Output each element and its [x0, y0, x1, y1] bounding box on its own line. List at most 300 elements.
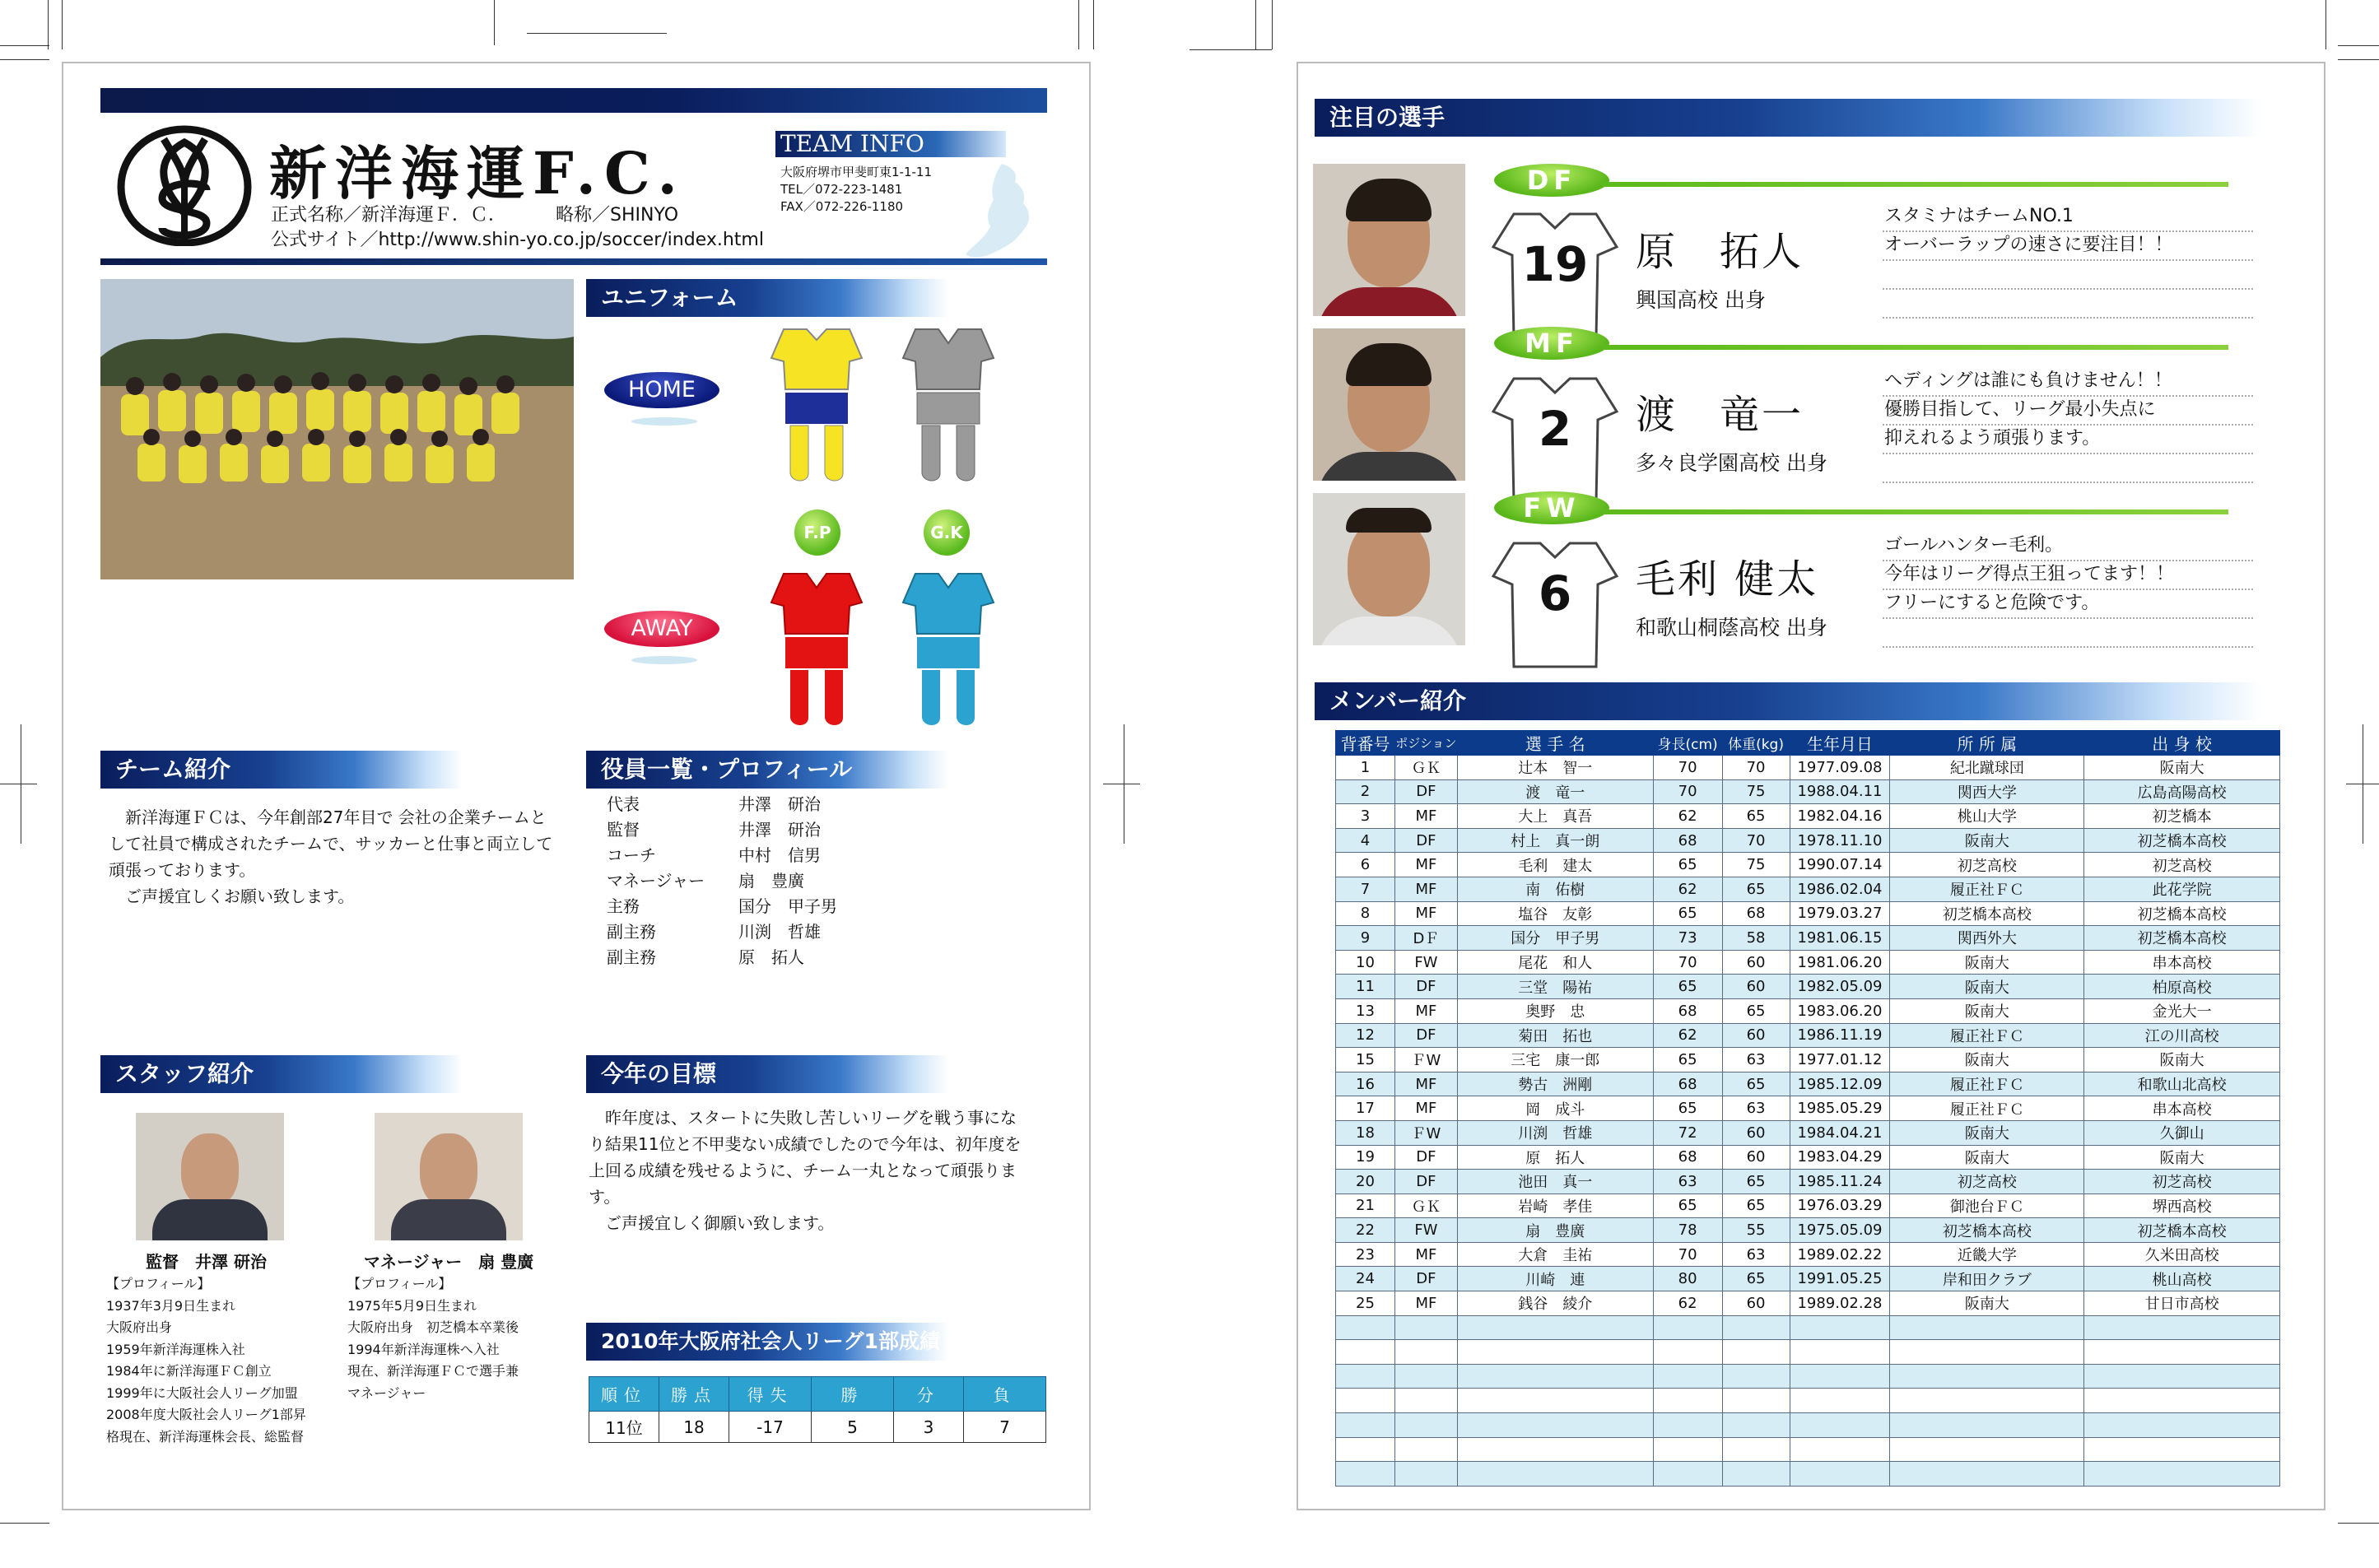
table-cell [2084, 1315, 2280, 1340]
table-row [1336, 975, 2280, 999]
goal-line: 上回る成績を残せるように、チーム一丸となって頑張りま [589, 1161, 1017, 1180]
results-cell: 7 [964, 1412, 1046, 1443]
coach-face [181, 1133, 239, 1207]
members-header-row [1336, 731, 2280, 756]
table-cell [1890, 1462, 2084, 1487]
table-cell: 南 佑樹 [1457, 877, 1653, 901]
goal-text [589, 1105, 1050, 1236]
table-cell: 63 [1653, 1170, 1722, 1194]
table-cell [2084, 1364, 2280, 1389]
table-cell: 6 [1336, 853, 1395, 877]
table-row [1336, 853, 2280, 877]
table-cell [1457, 1389, 1653, 1413]
table-cell [1336, 1340, 1395, 1365]
table-cell: 大上 真吾 [1457, 804, 1653, 829]
table-cell [1790, 1437, 1890, 1462]
table-cell: 阪南大 [1890, 1048, 2084, 1072]
table-cell: 63 [1722, 1242, 1790, 1267]
table-cell: 大倉 圭祐 [1457, 1242, 1653, 1267]
table-cell [1336, 1315, 1395, 1340]
table-cell [1653, 1340, 1722, 1365]
table-row [1336, 1413, 2280, 1438]
results-cell: 5 [812, 1412, 894, 1443]
bio-line: 1959年新洋海運株入社 [106, 1341, 245, 1357]
table-cell: 65 [1653, 1048, 1722, 1072]
table-cell: 阪南大 [1890, 1120, 2084, 1145]
featured-school: 和歌山桐蔭高校 出身 [1636, 616, 1827, 640]
results-header: 勝点 [659, 1377, 729, 1412]
officer-name: 井澤 研治 [738, 794, 821, 814]
table-cell: 1984.04.21 [1790, 1120, 1890, 1145]
table-row [1336, 950, 2280, 975]
featured-rule [1603, 182, 2228, 187]
jersey-number: 2 [1538, 401, 1572, 457]
table-cell: 70 [1653, 779, 1722, 804]
officer-row [607, 919, 837, 945]
table-cell [1457, 1315, 1653, 1340]
table-cell: 桃山高校 [2084, 1267, 2280, 1291]
table-cell: 奥野 忠 [1457, 998, 1653, 1023]
table-cell [1790, 1340, 1890, 1365]
goal-heading: 今年の目標 [586, 1055, 948, 1093]
table-row [1336, 901, 2280, 926]
team-title: 新洋海運F.C. [269, 139, 686, 207]
table-cell: 68 [1653, 998, 1722, 1023]
officer-row [607, 843, 837, 868]
table-cell [1336, 1389, 1395, 1413]
table-cell [1722, 1340, 1790, 1365]
table-cell: DF [1394, 1170, 1457, 1194]
results-cell: 18 [659, 1412, 729, 1443]
table-cell: 初芝橋本高校 [1890, 901, 2084, 926]
note-text: フリーにすると危険です。 [1884, 593, 2100, 613]
table-cell: 初芝橋本高校 [2084, 1218, 2280, 1243]
table-cell: 御池台ＦＣ [1890, 1193, 2084, 1218]
table-cell: 岡 成斗 [1457, 1096, 1653, 1121]
table-cell [1394, 1389, 1457, 1413]
table-row [1336, 1437, 2280, 1462]
photo-shirt [1317, 616, 1461, 645]
table-cell: 勢古 洲剛 [1457, 1072, 1653, 1096]
table-cell: FW [1394, 950, 1457, 975]
table-cell: ＦW [1394, 1120, 1457, 1145]
featured-name: 渡 竜一 [1636, 392, 1804, 438]
table-cell [1653, 1413, 1722, 1438]
table-row [1336, 998, 2280, 1023]
results-value-row [589, 1412, 1046, 1443]
table-row [1336, 1364, 2280, 1389]
table-cell: 65 [1653, 901, 1722, 926]
website-link[interactable]: 公式サイト／http://www.shin-yo.co.jp/soccer/index.html [271, 230, 764, 250]
table-cell: DF [1394, 975, 1457, 999]
table-cell: 阪南大 [1890, 828, 2084, 853]
table-cell: 1985.12.09 [1790, 1072, 1890, 1096]
table-cell: 阪南大 [2084, 1145, 2280, 1170]
table-cell [1890, 1413, 2084, 1438]
staff-heading: スタッフ紹介 [100, 1055, 463, 1093]
note-line [1883, 290, 2253, 319]
goal-line: り結果11位と不甲斐ない成績でしたので今年は、初年度を [589, 1134, 1022, 1154]
table-cell [2084, 1437, 2280, 1462]
table-cell: 70 [1722, 756, 1790, 780]
results-cell: 11位 [589, 1412, 659, 1443]
gk-tag: G.K [924, 509, 970, 556]
table-cell [1653, 1389, 1722, 1413]
table-cell: 17 [1336, 1096, 1395, 1121]
table-cell: 三宅 康一郎 [1457, 1048, 1653, 1072]
col-header: 所 所 属 [1890, 731, 2084, 756]
table-cell: 阪南大 [1890, 950, 2084, 975]
table-cell: 阪南大 [2084, 1048, 2280, 1072]
table-cell: 20 [1336, 1170, 1395, 1194]
table-cell: MF [1394, 804, 1457, 829]
table-cell: 68 [1653, 1072, 1722, 1096]
table-cell: 1989.02.22 [1790, 1242, 1890, 1267]
featured-notes [1884, 202, 2255, 259]
table-cell: 1983.06.20 [1790, 998, 1890, 1023]
table-row [1336, 1291, 2280, 1316]
crop-mark [1078, 0, 1079, 49]
table-cell: 阪南大 [1890, 998, 2084, 1023]
table-cell [1336, 1462, 1395, 1487]
table-cell: 関西大学 [1890, 779, 2084, 804]
table-row [1336, 1193, 2280, 1218]
table-row [1336, 1023, 2280, 1048]
table-cell: 19 [1336, 1145, 1395, 1170]
table-cell: 初芝高校 [1890, 1170, 2084, 1194]
official-name: 正式名称／新洋海運Ｆ．Ｃ． [271, 205, 507, 226]
team-fax: FAX／072-226-1180 [780, 199, 904, 214]
table-cell: 履正社ＦＣ [1890, 1096, 2084, 1121]
crop-mark [527, 33, 667, 34]
table-cell [1890, 1389, 2084, 1413]
table-cell: 1977.01.12 [1790, 1048, 1890, 1072]
table-cell: 初芝高校 [1890, 853, 2084, 877]
featured-notes [1884, 531, 2255, 617]
table-cell: 和歌山北高校 [2084, 1072, 2280, 1096]
coach-photo [136, 1113, 284, 1240]
table-cell: 1990.07.14 [1790, 853, 1890, 877]
table-cell: 65 [1722, 1193, 1790, 1218]
note-text: ヘディングは誰にも負けません！！ [1884, 370, 2172, 391]
uniform-heading: ユニフォーム [586, 279, 948, 317]
table-cell: 60 [1722, 950, 1790, 975]
table-row [1336, 779, 2280, 804]
table-cell: 62 [1653, 1291, 1722, 1316]
table-cell [1790, 1462, 1890, 1487]
table-cell: 3 [1336, 804, 1395, 829]
officer-role: 監督 [607, 820, 640, 840]
officer-row [607, 894, 837, 919]
table-cell [2084, 1462, 2280, 1487]
table-cell: 阪南大 [1890, 1145, 2084, 1170]
away-gk-kit [899, 570, 998, 734]
table-cell: 履正社ＦＣ [1890, 1023, 2084, 1048]
table-cell: 1977.09.08 [1790, 756, 1890, 780]
table-cell: 68 [1653, 1145, 1722, 1170]
table-cell: 塩谷 友彰 [1457, 901, 1653, 926]
members-body [1336, 756, 2280, 1487]
goal-line: ご声援宜しく御願い致します。 [605, 1213, 835, 1233]
crop-mark [0, 1523, 49, 1524]
table-cell [1457, 1462, 1653, 1487]
results-header: 順位 [589, 1377, 659, 1412]
table-cell: 履正社ＦＣ [1890, 877, 2084, 901]
table-cell: 60 [1722, 1023, 1790, 1048]
table-cell: 15 [1336, 1048, 1395, 1072]
bio-line: 【プロフィール】 [347, 1276, 452, 1291]
table-cell: 65 [1722, 1170, 1790, 1194]
officer-role: マネージャー [607, 871, 705, 891]
officers-heading: 役員一覧・プロフィール [586, 751, 948, 789]
note-text: ゴールハンター毛利。 [1884, 535, 2064, 556]
table-cell [1790, 1364, 1890, 1389]
bio-line: 1937年3月9日生まれ [106, 1297, 236, 1314]
crop-mark [2338, 1523, 2379, 1524]
featured-photo [1313, 328, 1465, 481]
results-header-row [589, 1377, 1046, 1412]
team-photo [100, 279, 574, 579]
featured-photo [1313, 493, 1465, 645]
table-cell: 毛利 建太 [1457, 853, 1653, 877]
table-cell: 串本高校 [2084, 950, 2280, 975]
team-logo [114, 123, 254, 246]
table-cell: 堺西高校 [2084, 1193, 2280, 1218]
photo-hair [1346, 508, 1432, 533]
table-cell: 初芝橋本高校 [1890, 1218, 2084, 1243]
table-cell: 65 [1653, 975, 1722, 999]
table-cell: 金光大一 [2084, 998, 2280, 1023]
featured-heading: 注目の選手 [1315, 99, 2261, 137]
table-row [1336, 1145, 2280, 1170]
team-photo-scene [100, 279, 574, 579]
table-cell: 近畿大学 [1890, 1242, 2084, 1267]
table-cell: 80 [1653, 1267, 1722, 1291]
table-cell: 1975.05.09 [1790, 1218, 1890, 1243]
table-cell: 65 [1653, 1193, 1722, 1218]
col-header: 出 身 校 [2084, 731, 2280, 756]
osaka-map-icon [961, 162, 1035, 261]
table-cell [2084, 1389, 2280, 1413]
crop-mark [62, 0, 63, 49]
table-cell: MF [1394, 1096, 1457, 1121]
table-cell: 国分 甲子男 [1457, 926, 1653, 951]
table-row [1336, 1267, 2280, 1291]
table-cell: DF [1394, 1145, 1457, 1170]
crop-mark [0, 59, 49, 60]
table-row [1336, 1170, 2280, 1194]
table-cell: 初芝橋本高校 [2084, 901, 2280, 926]
table-cell: 62 [1653, 1023, 1722, 1048]
table-cell [2084, 1340, 2280, 1365]
table-cell: 4 [1336, 828, 1395, 853]
team-tel: TEL／072-223-1481 [780, 182, 903, 197]
team-intro-line: して社員で構成されたチームで、サッカーと仕事と両立して [109, 834, 553, 854]
table-cell: 65 [1722, 804, 1790, 829]
table-cell: 78 [1653, 1218, 1722, 1243]
table-cell: DＦ [1394, 926, 1457, 951]
away-fp-kit [767, 570, 866, 734]
photo-shirt [1317, 287, 1461, 316]
table-row [1336, 804, 2280, 829]
table-cell: 甘日市高校 [2084, 1291, 2280, 1316]
table-cell: 久米田高校 [2084, 1242, 2280, 1267]
bio-line: 大阪府出身 初芝橋本卒業後 [347, 1319, 519, 1335]
table-cell: 初芝橋本高校 [2084, 828, 2280, 853]
crop-mark [2325, 0, 2326, 49]
table-cell: 7 [1336, 877, 1395, 901]
crop-mark [0, 45, 49, 46]
table-row [1336, 877, 2280, 901]
table-cell: ＧＫ [1394, 1193, 1457, 1218]
col-header: 身長(cm) [1653, 731, 1722, 756]
crop-mark [1190, 49, 1272, 50]
table-cell [1336, 1413, 1395, 1438]
photo-face [1348, 518, 1430, 616]
officer-name: 扇 豊廣 [738, 871, 804, 891]
table-cell: 1982.04.16 [1790, 804, 1890, 829]
table-cell: DF [1394, 1023, 1457, 1048]
table-cell [1653, 1315, 1722, 1340]
officer-role: 主務 [607, 896, 640, 916]
table-row [1336, 1389, 2280, 1413]
table-cell: 扇 豊廣 [1457, 1218, 1653, 1243]
table-cell: 岸和田クラブ [1890, 1267, 2084, 1291]
table-cell: 65 [1722, 1267, 1790, 1291]
table-cell: 73 [1653, 926, 1722, 951]
crop-mark [48, 0, 49, 49]
results-header: 分 [894, 1377, 964, 1412]
table-cell: 62 [1653, 804, 1722, 829]
coach-caption: 監督 井澤 研治 [146, 1252, 267, 1272]
table-cell: MF [1394, 1072, 1457, 1096]
table-cell: FW [1394, 1218, 1457, 1243]
photo-hair [1346, 343, 1432, 386]
manager-face [420, 1133, 477, 1207]
table-cell [1394, 1413, 1457, 1438]
officer-row [607, 945, 837, 970]
table-cell: 三堂 陽祐 [1457, 975, 1653, 999]
table-cell: 70 [1653, 950, 1722, 975]
table-cell [1336, 1437, 1395, 1462]
table-cell: 桃山大学 [1890, 804, 2084, 829]
table-cell: 初芝橋本高校 [2084, 926, 2280, 951]
table-row [1336, 1048, 2280, 1072]
table-cell [1457, 1364, 1653, 1389]
officer-name: 国分 甲子男 [738, 896, 837, 916]
table-cell: 60 [1722, 1145, 1790, 1170]
right-sheet [1190, 0, 2379, 1568]
table-cell: 初芝橋本 [2084, 804, 2280, 829]
table-cell: 1981.06.20 [1790, 950, 1890, 975]
position-badge: DF [1494, 164, 1609, 197]
jersey-number: 19 [1521, 236, 1589, 292]
table-cell: 63 [1722, 1048, 1790, 1072]
fp-tag: F.P [794, 509, 840, 556]
away-shadow [631, 656, 697, 664]
table-row [1336, 926, 2280, 951]
table-cell [1722, 1315, 1790, 1340]
table-cell: 63 [1722, 1096, 1790, 1121]
note-text: 抑えれるよう頑張ります。 [1884, 428, 2101, 449]
table-cell: 1976.03.29 [1790, 1193, 1890, 1218]
table-cell: 川渕 哲雄 [1457, 1120, 1653, 1145]
officer-row [607, 817, 837, 843]
table-cell: 58 [1722, 926, 1790, 951]
table-cell: 16 [1336, 1072, 1395, 1096]
table-cell: 川崎 連 [1457, 1267, 1653, 1291]
table-cell [1890, 1340, 2084, 1365]
team-info-title: TEAM INFO [775, 131, 1006, 157]
col-header: 選 手 名 [1457, 731, 1653, 756]
table-cell: DF [1394, 1267, 1457, 1291]
coach-suit [152, 1199, 268, 1240]
table-cell: 1986.02.04 [1790, 877, 1890, 901]
table-cell: 1986.11.19 [1790, 1023, 1890, 1048]
table-cell: 9 [1336, 926, 1395, 951]
table-cell: 履正社ＦＣ [1890, 1072, 2084, 1096]
table-cell [1394, 1462, 1457, 1487]
officer-name: 井澤 研治 [738, 820, 821, 840]
featured-school: 多々良学園高校 出身 [1636, 451, 1827, 475]
table-cell [1394, 1340, 1457, 1365]
home-gk-kit [899, 325, 998, 490]
table-cell [1653, 1364, 1722, 1389]
table-row [1336, 1340, 2280, 1365]
featured-name: 原 拓人 [1636, 229, 1804, 275]
table-cell: DF [1394, 779, 1457, 804]
table-cell: 1988.04.11 [1790, 779, 1890, 804]
col-header: 生年月日 [1790, 731, 1890, 756]
crop-mark [2338, 45, 2379, 46]
table-cell: MF [1394, 877, 1457, 901]
table-cell [1722, 1389, 1790, 1413]
table-cell: 2 [1336, 779, 1395, 804]
table-cell: 渡 竜一 [1457, 779, 1653, 804]
away-label: AWAY [604, 611, 719, 647]
team-intro-line: 新洋海運ＦＣは、今年創部27年目で 会社の企業チームと [125, 807, 547, 827]
manager-bio [347, 1273, 519, 1404]
bio-line: 大阪府出身 [106, 1319, 173, 1335]
col-header: 体重(kg) [1722, 731, 1790, 756]
table-cell [1394, 1437, 1457, 1462]
table-cell [1722, 1364, 1790, 1389]
crop-mark [494, 0, 495, 45]
home-label: HOME [604, 372, 719, 408]
table-cell: 70 [1653, 1242, 1722, 1267]
table-cell: 尾花 和人 [1457, 950, 1653, 975]
table-cell: 18 [1336, 1120, 1395, 1145]
table-cell: 1982.05.09 [1790, 975, 1890, 999]
crop-mark [1093, 0, 1094, 49]
jersey-number: 6 [1538, 565, 1572, 621]
table-cell: 村上 真一朗 [1457, 828, 1653, 853]
note-line [1883, 261, 2253, 290]
bio-line: マネージャー [347, 1384, 426, 1401]
results-cell: -17 [729, 1412, 812, 1443]
table-cell [1394, 1315, 1457, 1340]
results-header: 勝 [812, 1377, 894, 1412]
table-cell: 此花学院 [2084, 877, 2280, 901]
table-cell: 久御山 [2084, 1120, 2280, 1145]
note-text: 今年はリーグ得点王狙ってます！！ [1884, 564, 2175, 584]
table-cell [1790, 1315, 1890, 1340]
results-table [589, 1376, 1046, 1443]
team-intro-line: 頑張っております。 [109, 860, 256, 880]
table-cell: 初芝高校 [2084, 853, 2280, 877]
table-cell: 65 [1653, 853, 1722, 877]
table-cell: 1 [1336, 756, 1395, 780]
